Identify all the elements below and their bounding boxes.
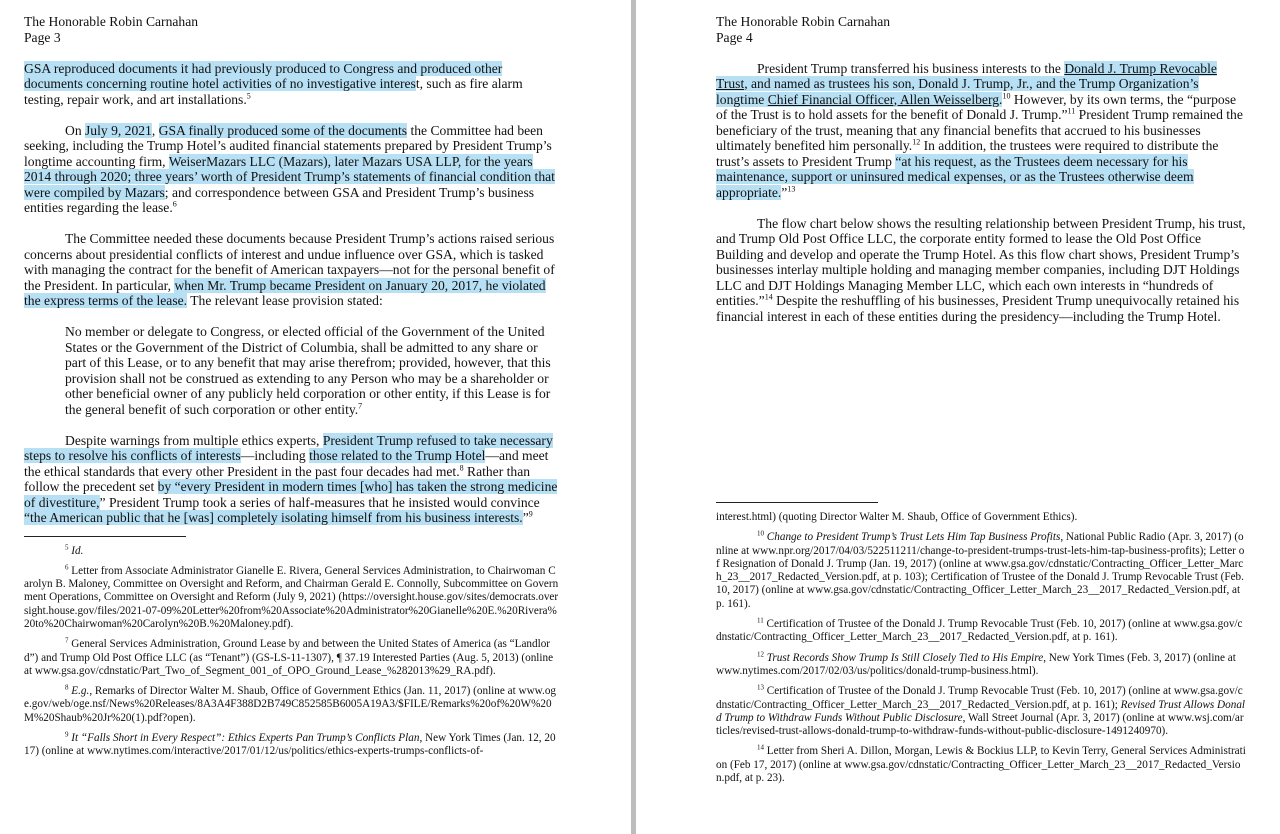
footnote-ref[interactable]: 14 (764, 292, 773, 302)
footnote: $^{14}$ Letter from Sheri A. Dillon, Morgan, Lewis & Bockius LLP, to Kevin Terry, General Services Administration (Feb 17, 2017) (online at www.gsa.gov/cdnstatic/Contracting_Officer_Letter_March_23__2017_Redacted_Version.pdf, at p. 23). (716, 743, 1246, 785)
document-page-4[interactable] (636, 0, 1280, 834)
footnote-continuation: interest.html) (quoting Director Walter M. Shaub, Office of Government Ethics). (716, 511, 1078, 523)
footnote-divider (24, 536, 186, 537)
footnote-ref[interactable]: 9 (528, 509, 533, 519)
footnote-ref[interactable]: 6 (172, 199, 177, 209)
header-addressee: The Honorable Robin Carnahan (716, 14, 891, 29)
highlight: “the American public that he [was] completely isolating himself from his business interests. (24, 510, 523, 525)
paragraph: The Committee needed these documents because President Trump’s actions raised serious concerns about presidential conflicts of interest and undue influence over GSA, which is tasked with managing the contract for the benefit of American taxpayers—not for the personal benefit of the President. In particular, when Mr. Trump became President on January 20, 2017, he violated the express terms of the lease. The relevant lease provision stated: (24, 231, 555, 308)
header-page-number: Page 4 (716, 29, 753, 45)
footnote-ref[interactable]: 13 (787, 183, 796, 193)
footnote: $^{10}$ Change to President Trump’s Trust Lets Him Tap Business Profits, National Public Radio (Apr. 3, 2017) (online at www.npr.org/2017/04/03/522511211/change-to-president-trumps-trust-lets-him-tap-business-profits); Letter of Resignation of Donald J. Trump (Jan. 19, 2017) (online at www.gsa.gov/cdnstatic/Contracting_Officer_Letter_March_23__2017_Redacted_Version.pdf, at p. 103); Certification of Trustee of the Donald J. Trump Revocable Trust (Feb. 10, 2017) (online at www.gsa.gov/cdnstatic/Contracting_Officer_Letter_March_23__2017_Redacted_Version.pdf, at p. 161). (716, 529, 1245, 610)
footnote: $^8$ E.g., Remarks of Director Walter M. Shaub, Office of Government Ethics (Jan. 11, 2017) (online at www.oge.gov/web/oge.nsf/News%20Releases/8A3A4F388D2B749C852585B6005A19A3/$FILE/Remarks%20of%20W%20M%20Shaub%20Jr%20(1).pdf?open). (24, 683, 557, 724)
highlight: when Mr. Trump became President on January 20, 2017, he violated the express terms of the lease. (24, 277, 546, 308)
document-page-3[interactable] (0, 0, 631, 834)
highlight: . (999, 91, 1003, 107)
footnote: $^6$ Letter from Associate Administrator Gianelle E. Rivera, General Services Administration, to Chairwoman Carolyn B. Maloney, Committee on Oversight and Reform, and Chairman Gerald E. Connolly, Subcommittee on Government Operations, Committee on Oversight and Reform (July 9, 2021) (https://oversight.house.gov/sites/democrats.oversight.house.gov/files/2021-07-09%20Letter%20from%20Associate%20Administrator%20Gianelle%20E.%20Rivera%20to%20Chairwoman%20Carolyn%20B.%20Maloney.pdf). (24, 563, 559, 630)
highlight: GSA reproduced documents it had previously produced to Congress and produced other documents concerning routine hotel activities of no investigative interes (24, 60, 503, 91)
paragraph: The flow chart below shows the resulting relationship between President Trump, his trust, and Trump Old Post Office LLC, the corporate entity formed to lease the Old Post Office Building and develop and operate the Trump Hotel. As this flow chart shows, President Trump’s businesses interlay multiple holding and managing member companies, including DJT Holdings LLC and DJT Holdings Managing Member LLC, which each own interests in “hundreds of entities.”$^{14}$ Despite the reshuffling of his businesses, President Trump unequivocally retained his financial interest in each of these entities during the presidency—including the Trump Hotel. (716, 215, 1246, 324)
footnote-ref[interactable]: 11 (1067, 106, 1076, 116)
footnote: $^7$ General Services Administration, Ground Lease by and between the United States of America (as “Landlord”) and Trump Old Post Office LLC (as “Tenant”) (GS-LS-11-1307), ¶ 37.19 Interested Parties (Aug. 5, 2013) (online at www.gsa.gov/cdnstatic/Part_Two_of_Segment_001_of_OPO_Ground_Lease_%282013%29_RA.pdf). (24, 636, 554, 677)
footnote-ref[interactable]: 7 (358, 400, 363, 410)
page-header (24, 14, 559, 45)
paragraph: On July 9, 2021, GSA finally produced some of the documents the Committee had been seeking, including the Trump Hotel’s audited financial statements prepared by President Trump’s longtime accounting firm, WeiserMazars LLC (Mazars), later Mazars USA LLP, for the years 2014 through 2020; three years’ worth of President Trump’s statements of financial condition that were compiled by Mazars; and correspondence between GSA and President Trump’s business entities regarding the lease.$^6$ (24, 122, 555, 215)
highlight: WeiserMazars LLC (Mazars), later Mazars USA LLP, for the years 2014 through 2020; three years’ worth of President Trump’s statements of financial condition that were compiled by Mazars (24, 153, 555, 200)
footnote: $^{12}$ Trust Records Show Trump Is Still Closely Tied to His Empire, New York Times (Feb. 3, 2017) (online at www.nytimes.com/2017/02/03/us/politics/donald-trump-business.html). (716, 649, 1236, 677)
footnotes (24, 542, 559, 759)
highlight: those related to the Trump Hotel (309, 448, 486, 463)
highlight: President Trump refused to take necessary steps to resolve his conflicts of interests (24, 432, 553, 463)
footnotes (716, 511, 1246, 785)
page-header (716, 14, 1246, 45)
paragraph: Despite warnings from multiple ethics experts, President Trump refused to take necessary steps to resolve his conflicts of interests—including those related to the Trump Hotel—and meet the ethical standards that every other President in the past four decades had met.$^8$ Rather than follow the precedent set by “every President in modern times [who] has taken the strong medicine of divestiture,” President Trump took a series of half-measures that he insisted would convince “the American public that he [was] completely isolating himself from his business interests.”$^9$ (24, 432, 558, 525)
paragraph: GSA reproduced documents it had previously produced to Congress and produced other documents concerning routine hotel activities of no investigative interest, such as fire alarm testing, repair work, and art installations.$^5$ (24, 60, 523, 107)
highlight: Donald J. Trump Revocable Trust (716, 60, 1217, 91)
highlight: by “every President in modern times [who] has taken the strong medicine of divestiture, (24, 479, 558, 510)
footnote-ref[interactable]: 5 (246, 90, 251, 100)
footnote-ref[interactable]: 12 (912, 137, 921, 147)
paragraph: President Trump transferred his business interests to the Donald J. Trump Revocable Trust, and named as trustees his son, Donald J. Trump, Jr., and the Trump Organization’s longtime Chief Financial Officer, Allen Weisselberg.$^{10}$ However, by its own terms, the “purpose of the Trust is to hold assets for the benefit of Donald J. Trump.”$^{11}$ President Trump remained the beneficiary of the trust, meaning that any financial benefits that accrued to his businesses ultimately benefited him personally.$^{12}$ In addition, the trustees were required to distribute the trust’s assets to President Trump “at his request, as the Trustees deem necessary for his maintenance, support or uninsured medical expenses, or as the Trustees otherwise deem appropriate.”$^{13}$ (716, 60, 1243, 200)
header-addressee: The Honorable Robin Carnahan (24, 14, 199, 29)
footnote: $^9$ It “Falls Short in Every Respect”: Ethics Experts Pan Trump’s Conflicts Plan, New York Times (Jan. 12, 2017) (online at www.nytimes.com/interactive/2017/01/12/us/politics/ethics-experts-trumps-conflicts-of- (24, 730, 556, 758)
highlight: July 9, 2021 (85, 122, 152, 138)
footnote: $^{11}$ Certification of Trustee of the Donald J. Trump Revocable Trust (Feb. 10, 2017) (online at www.gsa.gov/cdnstatic/Contracting_Officer_Letter_March_23__2017_Redacted_Version.pdf, at p. 161). (716, 616, 1243, 644)
footnote: $^5$ Id. (65, 542, 84, 557)
highlight: Chief Financial Officer, Allen Weisselberg (767, 91, 1000, 107)
highlight: , and named as trustees his son, Donald J. Trump, Jr., and the Trump Organization’s longtime (716, 76, 1199, 107)
footnote-ref[interactable]: 10 (1002, 90, 1011, 100)
footnote-ref[interactable]: 8 (459, 462, 464, 472)
header-page-number: Page 3 (24, 29, 61, 45)
highlight: GSA finally produced some of the documents (158, 122, 408, 138)
footnote-divider (716, 502, 878, 503)
footnote: $^{13}$ Certification of Trustee of the Donald J. Trump Revocable Trust (Feb. 10, 2017) (online at www.gsa.gov/cdnstatic/Contracting_Officer_Letter_March_23__2017_Redacted_Version.pdf, at p. 161); Revised Trust Allows Donald Trump to Withdraw Funds Without Public Disclosure, Wall Street Journal (Apr. 3, 2017) (online at www.wsj.com/articles/revised-trust-allows-donald-trump-to-withdraw-funds-without-public-disclosure-1491240970). (716, 683, 1246, 738)
highlight: “at his request, as the Trustees deem necessary for his maintenance, support or uninsured medical expenses, or as the Trustees otherwise deem appropriate. (716, 153, 1194, 200)
block-quote: No member or delegate to Congress, or elected official of the Government of the United States or the Government of the District of Columbia, shall be admitted to any share or part of this Lease, or to any benefit that may arise therefrom; provided, however, that this provision shall not be construed as extending to any Person who may be a shareholder or other beneficial owner of any publicly held corporation or other entity, if this Lease is for the general benefit of such corporation or other entity.$^7$ (65, 324, 551, 417)
